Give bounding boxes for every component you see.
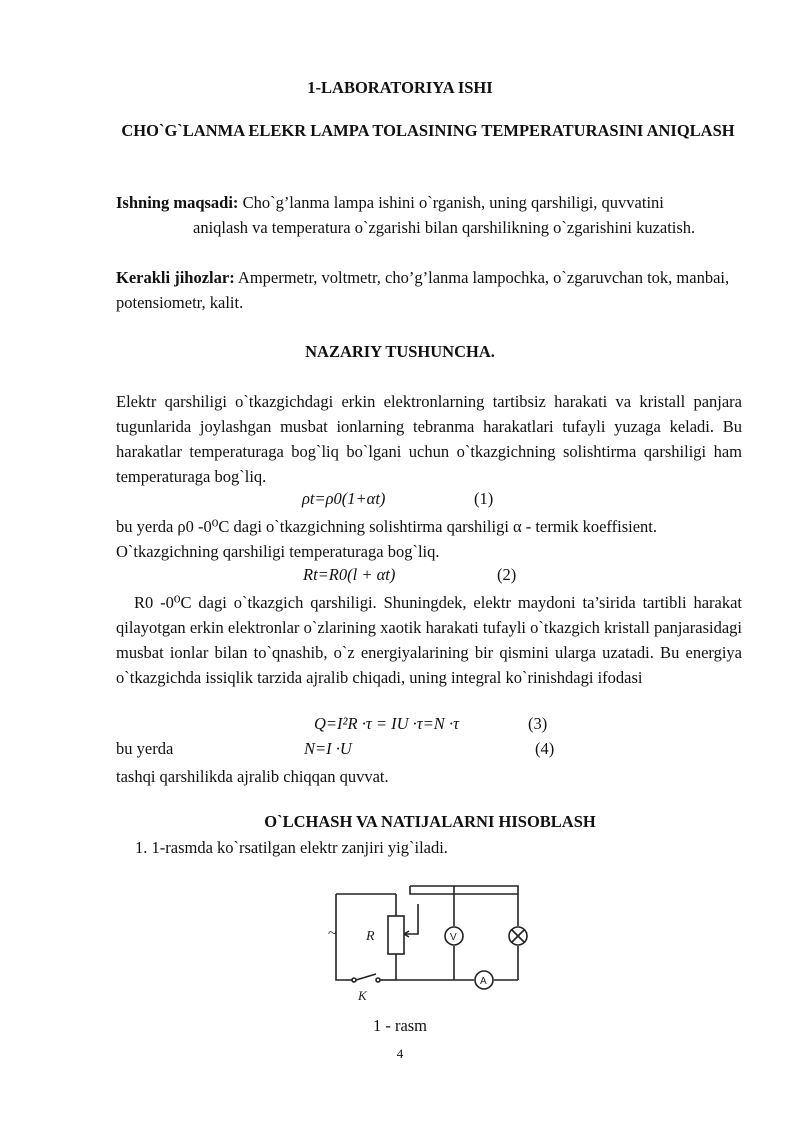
- power-explanation-line: tashqi qarshilikda ajralib chiqqan quvvat.: [116, 767, 389, 786]
- section-theory-heading: NAZARIY TUSHUNCHA.: [305, 342, 495, 361]
- equation-2: Rt=R0(l + αt): [303, 565, 396, 584]
- equation-3-number: (3): [528, 714, 548, 733]
- aim-paragraph: [116, 190, 746, 240]
- equipment-paragraph: [116, 265, 746, 315]
- equation-1: ρt=ρ0(1+αt): [302, 489, 386, 508]
- page-number: 4: [396, 1046, 404, 1061]
- circuit-diagram: [318, 880, 534, 1008]
- equation-4: N=I ·U: [304, 739, 352, 758]
- voltmeter-label: V: [450, 932, 457, 943]
- aim-text-first: Cho`g’lanma lampa ishini o`rganish, uning qarshiligi, quvvatini: [242, 193, 664, 212]
- eq1-explanation-line: bu yerda ρ0 -0⁰C dagi o`tkazgichning solishtirma qarshiligi α - termik koeffisient.: [116, 517, 657, 536]
- switch-label: K: [358, 988, 367, 1003]
- equation-3: Q=I²R ·τ = IU ·τ=N ·τ: [314, 714, 459, 733]
- section-measure-heading: O`LCHASH VA NATIJALARNI HISOBLASH: [264, 812, 596, 831]
- step-1: 1. 1-rasmda ko`rsatilgan elektr zanjiri yig`iladi.: [135, 838, 448, 857]
- equipment-label: Kerakli jihozlar:: [116, 268, 235, 287]
- theory-paragraph-2: R0 -0⁰C dagi o`tkazgich qarshiligi. Shuningdek, elektr maydoni ta’sirida tartibli harakat qilayotgan erkin elektronlar o`zlarining xaotik harakati tufayli o`tkazgich kristall panjarasidagi musbat ionlar bilan to`qnashib, o`z energiyalarining bir qismini ularga uzatadi. Bu energiya o`tkazgichda issiqlik tarzida ajralib chiqadi, uning integral ko`rinishdagi ifodasi: [116, 593, 742, 687]
- lab-number-title: 1-LABORATORIYA ISHI: [307, 78, 493, 97]
- figure-caption: 1 - rasm: [372, 1016, 428, 1035]
- ammeter-label: A: [480, 976, 487, 987]
- theory-paragraph-1: Elektr qarshiligi o`tkazgichdagi erkin elektronlarning tartibsiz harakati va kristall panjara tugunlarida joylashgan musbat ionlarning tebranma harakatlari tufayli yuzaga keladi. Bu harakatlar temperaturaga bog`liq bo`lgani uchun o`tkazgichning solishtirma qarshiligi ham temperaturaga bog`liq.: [116, 392, 742, 486]
- equipment-text: Ampermetr, voltmetr, cho’g’lanma lampochka, o`zgaruvchan tok, manbai, potensiometr, kalit.: [116, 268, 730, 312]
- equation-1-number: (1): [474, 489, 494, 508]
- equation-4-number: (4): [535, 739, 555, 758]
- ac-source-icon: ~: [328, 925, 337, 942]
- aim-label: Ishning maqsadi:: [116, 193, 239, 212]
- resistance-dependence-line: O`tkazgichning qarshiligi temperaturaga bog`liq.: [116, 542, 440, 561]
- aim-text-rest: aniqlash va temperatura o`zgarishi bilan qarshilikning o`zgarishini kuzatish.: [193, 218, 696, 237]
- equation-2-number: (2): [497, 565, 517, 584]
- equation-4-prefix: bu yerda: [116, 739, 174, 758]
- resistor-label: R: [366, 929, 375, 944]
- lab-main-title: CHO`G`LANMA ELEKR LAMPA TOLASINING TEMPERATURASINI ANIQLASH: [121, 121, 735, 140]
